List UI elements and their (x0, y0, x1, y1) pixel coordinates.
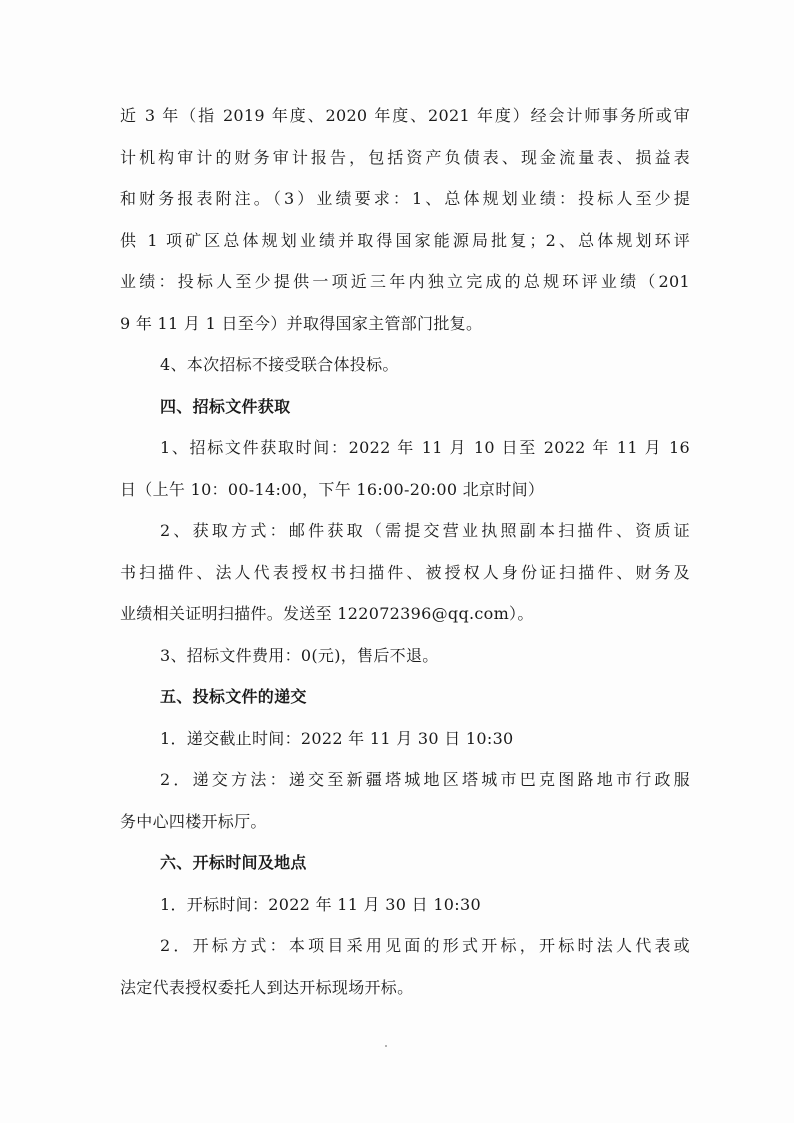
paragraph-line: 2、获取方式：邮件获取（需提交营业执照副本扫描件、资质证 (160, 521, 690, 540)
document-body (120, 95, 690, 1008)
paragraph-line: 日（上午 10：00-14:00，下午 16:00-20:00 北京时间） (120, 479, 545, 499)
section-heading-5: 五、投标文件的递交 (160, 687, 307, 706)
paragraph-line: 和财务报表附注。（3）业绩要求：1、总体规划业绩：投标人至少提 (120, 189, 690, 208)
paragraph-line: 2．递交方法：递交至新疆塔城地区塔城市巴克图路地市行政服 (160, 770, 690, 789)
section-heading-6: 六、开标时间及地点 (160, 853, 307, 872)
no-consortium-clause: 4、本次招标不接受联合体投标。 (160, 355, 399, 374)
paragraph-line: 业绩：投标人至少提供一项近三年内独立完成的总规环评业绩（201 (120, 272, 690, 291)
paragraph-line: 9 年 11 月 1 日至今）并取得国家主管部门批复。 (120, 313, 483, 333)
paragraph-line: 1．递交截止时间：2022 年 11 月 30 日 10:30 (160, 728, 514, 748)
paragraph-line: 1．开标时间：2022 年 11 月 30 日 10:30 (160, 894, 481, 914)
paragraph-line: 近 3 年（指 2019 年度、2020 年度、2021 年度）经会计师事务所或审 (120, 106, 690, 125)
paragraph-line: 1、招标文件获取时间：2022 年 11 月 10 日至 2022 年 11 月 16 (160, 438, 690, 457)
paragraph-line: 2．开标方式：本项目采用见面的形式开标，开标时法人代表或 (160, 936, 690, 955)
paragraph-line: 业绩相关证明扫描件。发送至 122072396@qq.com）。 (120, 604, 534, 623)
paragraph-line: 供 1 项矿区总体规划业绩并取得国家能源局批复；2、总体规划环评 (120, 230, 690, 250)
paragraph-line: 书扫描件、法人代表授权书扫描件、被授权人身份证扫描件、财务及 (120, 562, 690, 582)
paragraph-line: 法定代表授权委托人到达开标现场开标。 (120, 977, 414, 997)
paragraph-line: 3、招标文件费用：0(元)，售后不退。 (160, 645, 439, 665)
section-heading-4: 四、招标文件获取 (160, 396, 291, 416)
paragraph-line: 务中心四楼开标厅。 (120, 811, 267, 831)
paragraph-line: 计机构审计的财务审计报告，包括资产负债表、现金流量表、损益表 (120, 147, 690, 167)
scan-speck (385, 1045, 387, 1047)
